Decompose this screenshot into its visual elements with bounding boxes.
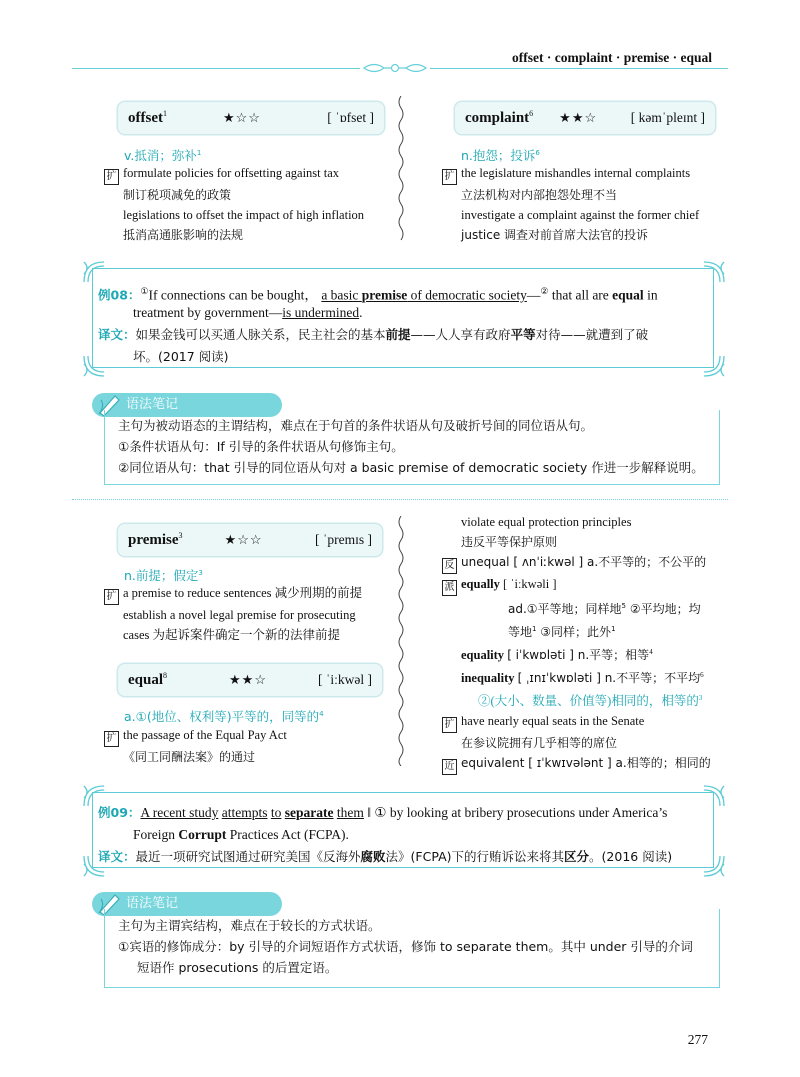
extend-tag: 扩 xyxy=(104,589,119,605)
example-label: 例08： xyxy=(98,287,141,303)
offset-examples: 扩 formulate policies for offsetting against tax 制订税项减免的政策 legislations to offset the impact of high inflation 抵消高通胀影响的法规 xyxy=(104,163,364,245)
headword-offset: offset$^1$ xyxy=(128,109,167,126)
example-08-translation: 译文：如果金钱可以买通人脉关系，民主社会的基本前提——人人享有政府平等对待——就遭到了破 xyxy=(98,327,649,342)
translation-label: 译文： xyxy=(98,327,136,342)
phonetic: [ ˈiːkwəl ] xyxy=(318,672,372,687)
headword-equal: equal$^8$ xyxy=(128,671,168,688)
corner-ornament xyxy=(700,258,728,286)
extend-tag: 扩 xyxy=(104,169,119,185)
example-09-sentence-line2: Foreign Corrupt Practices Act (FCPA). xyxy=(133,827,349,842)
example-label: 例09： xyxy=(98,805,141,820)
example-08-sentence-line1: 例08：①If connections can be bought， a basic premise of democratic society—② that all are equal in xyxy=(98,286,658,303)
example-08-sentence-line2: treatment by government—is undermined. xyxy=(133,305,363,320)
derivative-tag: 派 xyxy=(442,580,457,596)
example-08-translation-line2: 坏。(2017 阅读) xyxy=(133,349,229,364)
star-rating: ★☆☆ xyxy=(224,532,263,547)
grammar-note-lines: 主句为被动语态的主谓结构，难点在于句首的条件状语从句及破折号间的同位语从句。 ①条件状语从句：If 引导的条件状语从句修饰主句。 ②同位语从句：that 引导的同位语从句对 a basic premise of democratic society 作进一步解释说明。 xyxy=(118,418,704,475)
page-number: 277 xyxy=(687,1032,708,1047)
grammar-note-header: 语法笔记 xyxy=(92,393,282,417)
antonym-tag: 反 xyxy=(442,558,457,574)
star-rating: ★★☆ xyxy=(559,110,598,125)
equal-pos: a.①(地位、权利等)平等的，同等的$^4$ xyxy=(124,709,324,724)
complaint-header xyxy=(455,102,715,134)
premise-examples: 扩 a premise to reduce sentences 减少刑期的前提 establish a novel legal premise for prosecuting cases 为起诉案件确定一个新的法律前提 xyxy=(104,583,362,645)
column-divider xyxy=(397,96,405,244)
offset-header xyxy=(118,102,384,134)
offset-pos: v.抵消；弥补$^1$ xyxy=(124,148,202,163)
grammar-note-header: 语法笔记 xyxy=(92,892,282,916)
grammar-note-lines: 主句为主谓宾结构，难点在于较长的方式状语。 ①宾语的修饰成分：by 引导的介词短语作方式状语，修饰 to separate them。其中 under 引导的介词 短语作 prosecutions 的后置定语。 xyxy=(118,918,693,975)
extend-tag: 扩 xyxy=(442,169,457,185)
equal-examples: 扩 the passage of the Equal Pay Act 《同工同酬法案》的通过 xyxy=(104,725,287,767)
column-divider xyxy=(397,516,405,766)
corner-ornament xyxy=(700,782,728,810)
subject-phrase: a basic premise of democratic society xyxy=(321,287,527,303)
complaint-pos: n.抱怨；投诉$^6$ xyxy=(461,148,540,163)
phonetic: [ kəmˈpleɪnt ] xyxy=(630,110,705,125)
extend-tag: 扩 xyxy=(104,731,119,747)
phonetic: [ ˈpremɪs ] xyxy=(315,532,372,547)
example-09-sentence-line1: 例09：A recent study attempts to separate them ‖ ① by looking at bribery prosecutions under America’s xyxy=(98,805,668,820)
header-ornament xyxy=(360,61,430,75)
star-rating: ★★☆ xyxy=(229,672,267,687)
equal-continued: violate equal protection principles 违反平等保护原则 反 unequal [ ʌnˈiːkwəl ] a.不平等的；不公平的 派 equally [ ˈiːkwəli ] ad.①平等地；同样地$^5$ ②平均地；均 等地$^1$ ③同样；此外$^1$ equality [ iˈkwɒləti ] n.平等；相等$^4$ inequality [ ˌɪnɪˈkwɒləti ] n.不平等；不平均$^6$ ②(大小、数量、价值等)相同的，相等的$^3$ 扩 have nearly equal seats in the Senate 在参议院拥有几乎相等的席位 近 equivalent [ ɪˈkwɪvələnt ] a.相等的；相同的 xyxy=(442,512,711,775)
premise-header xyxy=(118,524,382,556)
example-09-translation: 译文：最近一项研究试图通过研究美国《反海外腐败法》(FCPA)下的行贿诉讼来将其区分。(2016 阅读) xyxy=(98,849,673,864)
translation-label: 译文： xyxy=(98,849,136,864)
corner-ornament xyxy=(700,352,728,380)
headword-premise: premise$^3$ xyxy=(128,531,183,548)
star-rating: ★☆☆ xyxy=(222,110,261,125)
section-divider xyxy=(72,499,728,500)
corner-ornament xyxy=(80,352,108,380)
premise-pos: n.前提；假定$^3$ xyxy=(124,568,203,583)
running-head: offset · complaint · premise · equal xyxy=(512,50,712,65)
equal-header xyxy=(118,664,382,696)
corner-ornament xyxy=(700,852,728,880)
extend-tag: 扩 xyxy=(442,717,457,733)
complaint-examples: 扩 the legislature mishandles internal complaints 立法机构对内部抱怨处理不当 investigate a complaint against the former chief justice 调查对前首席大法官的投诉 xyxy=(442,163,699,245)
synonym-tag: 近 xyxy=(442,759,457,775)
phonetic: [ ˈɒfset ] xyxy=(327,110,374,125)
headword-complaint: complaint$^6$ xyxy=(465,109,534,126)
